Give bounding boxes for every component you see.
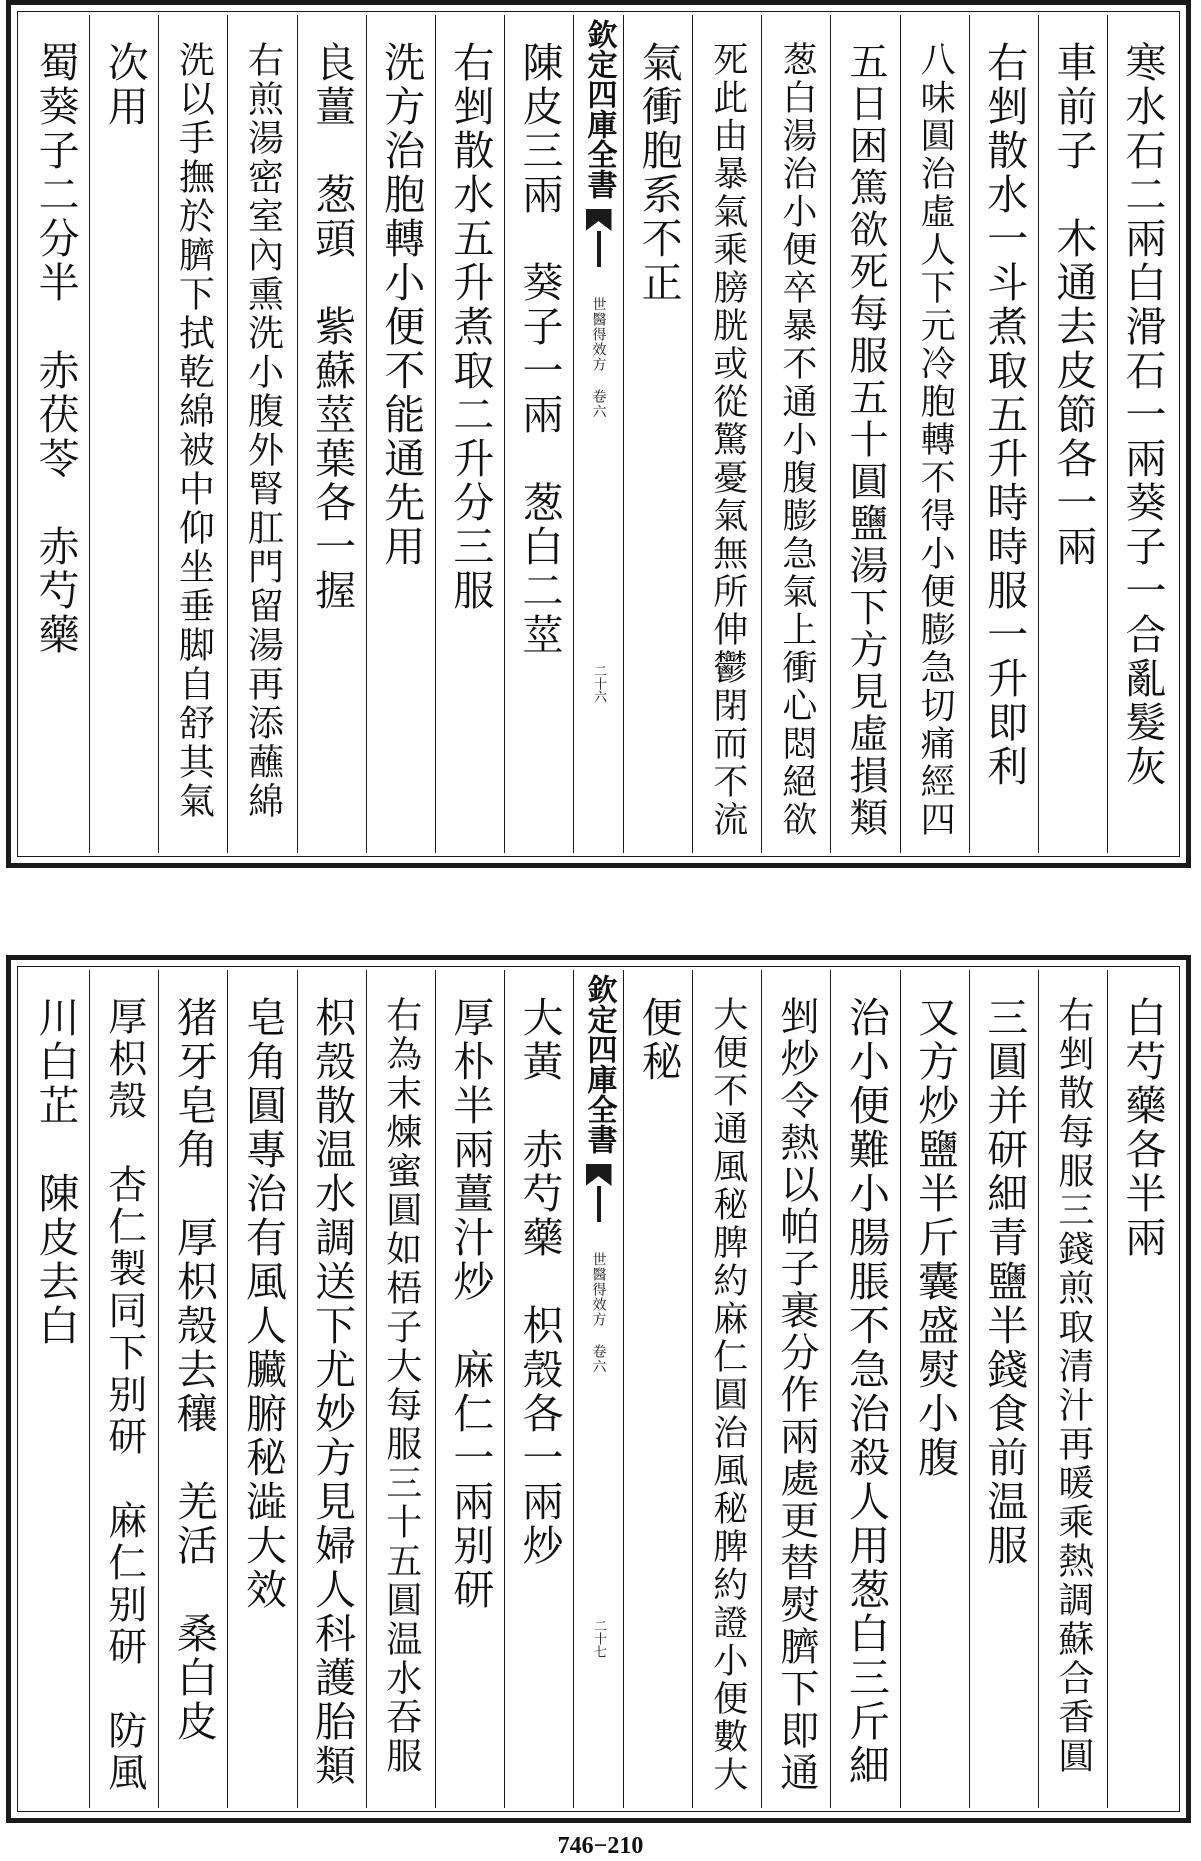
text-column: 洗方治胞轉小便不能通先用 — [366, 15, 435, 853]
text-column: 皂角圓專治有風人臟腑秘澁大效 — [227, 970, 296, 1808]
gutter-page-number: 二十七 — [591, 1619, 606, 1658]
text-column: 葱白湯治小便卒暴不通小腹膨急氣上衝心悶絕欲 — [761, 15, 830, 853]
fish-tail-mark-icon — [586, 1164, 612, 1222]
text-column: 又方炒鹽半斤囊盛熨小腹 — [900, 970, 969, 1808]
text-column: 右剉散水一斗煮取五升時時服一升即利 — [969, 15, 1038, 853]
text-column: 剉炒令熱以帕子裹分作兩處更替熨臍下即通 — [761, 970, 830, 1808]
text-column: 大黃 赤芍藥 枳殼各一兩炒 — [504, 970, 573, 1808]
gutter-title: 欽定四庫全書 — [581, 974, 617, 1154]
text-column: 大便不通風秘脾約麻仁圓治風秘脾約證小便數大 — [692, 970, 761, 1808]
text-column: 右剉散水五升煮取二升分三服 — [435, 15, 504, 853]
page-gutter — [573, 15, 623, 853]
gutter-subtitle: 世醫得效方 卷六 — [590, 1252, 607, 1374]
text-column: 右剉散每服三錢煎取清汁再暖乘熱調蘇合香圓 — [1038, 970, 1107, 1808]
text-column: 八味圓治虛人下元冷胞轉不得小便膨急切痛經四 — [900, 15, 969, 853]
scan-page-number: 746−210 — [557, 1833, 644, 1859]
text-column: 陳皮三兩 葵子一兩 葱白二莖 — [504, 15, 573, 853]
text-column: 右煎湯密室內熏洗小腹外腎肛門留湯再添蘸綿 — [227, 15, 296, 853]
text-column: 枳殼散温水調送下尤妙方見婦人科護胎類 — [297, 970, 366, 1808]
text-column: 右為末煉蜜圓如梧子大每服三十五圓温水吞服 — [366, 970, 435, 1808]
text-column: 次用 — [89, 15, 158, 853]
text-column: 厚枳殼 杏仁製同下别研 麻仁别研 防風 — [89, 970, 158, 1808]
text-column: 三圓并研細青鹽半錢食前温服 — [969, 970, 1038, 1808]
text-column: 猪牙皂角 厚枳殼去穰 羌活 桑白皮 — [158, 970, 227, 1808]
fish-tail-mark-icon — [586, 209, 612, 267]
text-column: 蜀葵子二分半 赤茯苓 赤芍藥 — [31, 41, 80, 657]
text-column: 五日困篤欲死每服五十圓鹽湯下方見虛損類 — [830, 15, 899, 853]
text-column: 洗以手撫於臍下拭乾綿被中仰坐垂脚自舒其氣 — [158, 15, 227, 853]
text-column: 死此由暴氣乘膀胱或從驚憂氣無所伸鬱閉而不流 — [692, 15, 761, 853]
bottom-page — [6, 955, 1191, 1823]
text-column: 便秘 — [623, 970, 692, 1808]
bottom-page-columns — [21, 970, 1176, 1808]
top-page-columns — [21, 15, 1176, 853]
text-column: 寒水石二兩白滑石一兩葵子一合亂髮灰 — [1107, 15, 1176, 853]
text-column: 良薑 葱頭 紫蘇莖葉各一握 — [297, 15, 366, 853]
text-column: 厚朴半兩薑汁炒 麻仁一兩别研 — [435, 970, 504, 1808]
text-column: 車前子 木通去皮節各一兩 — [1038, 15, 1107, 853]
text-column: 川白芷 陳皮去白 — [31, 996, 80, 1348]
text-column: 白芍藥各半兩 — [1107, 970, 1176, 1808]
top-page — [6, 0, 1191, 868]
page-gutter — [573, 970, 623, 1808]
gutter-title: 欽定四庫全書 — [581, 19, 617, 199]
text-column: 治小便難小腸脹不急治殺人用葱白三斤細 — [830, 970, 899, 1808]
gutter-subtitle: 世醫得效方 卷六 — [590, 297, 607, 419]
text-column: 氣衝胞系不正 — [623, 15, 692, 853]
gutter-page-number: 二十六 — [591, 664, 606, 703]
